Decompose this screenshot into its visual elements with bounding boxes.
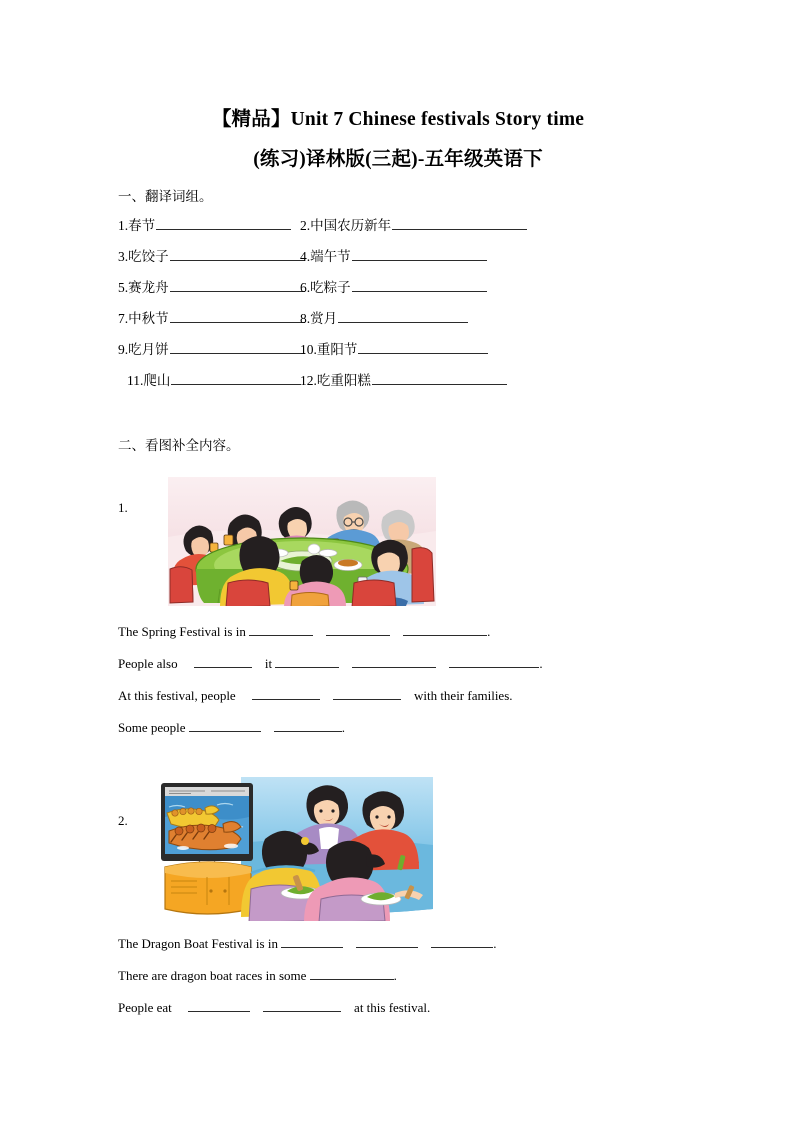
translation-item bbox=[300, 370, 507, 392]
sentence-text: Some people bbox=[118, 720, 189, 735]
sentence-text: . bbox=[487, 624, 491, 639]
answer-blank[interactable] bbox=[275, 654, 339, 668]
translation-item-label: 6.吃粽子 bbox=[300, 280, 351, 295]
sentence-text: . bbox=[493, 936, 497, 951]
sentence-text: The Spring Festival is in bbox=[118, 624, 250, 639]
translation-item bbox=[300, 339, 488, 361]
fill-in-sentence bbox=[118, 718, 638, 750]
sentence-text: at this festival. bbox=[354, 1000, 431, 1015]
translation-row bbox=[118, 246, 578, 277]
sentence-text: At this festival, people bbox=[118, 688, 239, 703]
answer-blank[interactable] bbox=[403, 622, 487, 636]
exercise-1-sentences bbox=[118, 622, 638, 750]
answer-blank[interactable] bbox=[326, 622, 390, 636]
translation-item-label: 8.赏月 bbox=[300, 311, 338, 326]
translation-item bbox=[300, 215, 527, 237]
answer-blank[interactable] bbox=[352, 246, 487, 261]
translation-exercise-list bbox=[118, 215, 578, 401]
translation-item-label: 7.中秋节 bbox=[118, 311, 169, 326]
answer-blank[interactable] bbox=[189, 718, 261, 732]
translation-item bbox=[127, 370, 301, 392]
answer-blank[interactable] bbox=[263, 998, 341, 1012]
translation-item-label: 10.重阳节 bbox=[300, 342, 358, 357]
fill-in-sentence bbox=[118, 686, 638, 718]
translation-row bbox=[118, 215, 578, 246]
translation-item bbox=[300, 277, 487, 299]
answer-blank[interactable] bbox=[372, 370, 507, 385]
translation-item-label: 11.爬山 bbox=[127, 373, 171, 388]
translation-row bbox=[118, 277, 578, 308]
translation-item-label: 4.端午节 bbox=[300, 249, 351, 264]
translation-item-label: 12.吃重阳糕 bbox=[300, 373, 371, 388]
answer-blank[interactable] bbox=[449, 654, 539, 668]
translation-item-label: 9.吃月饼 bbox=[118, 342, 169, 357]
answer-blank[interactable] bbox=[392, 215, 527, 230]
translation-item bbox=[300, 246, 487, 268]
answer-blank[interactable] bbox=[252, 686, 320, 700]
answer-blank[interactable] bbox=[170, 339, 305, 354]
answer-blank[interactable] bbox=[352, 277, 487, 292]
translation-row bbox=[118, 339, 578, 370]
answer-blank[interactable] bbox=[333, 686, 401, 700]
fill-in-sentence bbox=[118, 934, 638, 966]
translation-row bbox=[118, 370, 578, 401]
exercise-2-sentences bbox=[118, 934, 638, 1030]
dragon-boat-tv-illustration bbox=[155, 777, 433, 921]
fill-in-sentence bbox=[118, 622, 638, 654]
answer-blank[interactable] bbox=[356, 934, 418, 948]
fill-in-sentence bbox=[118, 966, 638, 998]
page-title bbox=[113, 100, 683, 180]
translation-item bbox=[300, 308, 468, 330]
answer-blank[interactable] bbox=[170, 277, 305, 292]
translation-item bbox=[118, 246, 305, 268]
answer-blank[interactable] bbox=[338, 308, 468, 323]
translation-item bbox=[118, 215, 291, 237]
sentence-text: . bbox=[341, 720, 346, 735]
answer-blank[interactable] bbox=[170, 308, 305, 323]
title-line-2: (练习)译林版(三起)-五年级英语下 bbox=[253, 149, 543, 170]
translation-item bbox=[118, 339, 305, 361]
answer-blank[interactable] bbox=[281, 934, 343, 948]
answer-blank[interactable] bbox=[274, 718, 342, 732]
sentence-text: People also bbox=[118, 656, 181, 671]
dragon-boat-tv-image bbox=[155, 777, 433, 921]
sentence-text: . bbox=[539, 656, 543, 671]
reunion-dinner-illustration bbox=[168, 477, 436, 606]
exercise-number-1: 1. bbox=[118, 500, 128, 515]
section-two-heading: 二、看图补全内容。 bbox=[118, 438, 240, 453]
title-line-1: 【精品】Unit 7 Chinese festivals Story time bbox=[211, 109, 585, 130]
sentence-text: . bbox=[393, 968, 397, 983]
reunion-dinner-image bbox=[168, 477, 436, 606]
answer-blank[interactable] bbox=[431, 934, 493, 948]
translation-item-label: 3.吃饺子 bbox=[118, 249, 169, 264]
answer-blank[interactable] bbox=[188, 998, 250, 1012]
answer-blank[interactable] bbox=[171, 370, 301, 385]
answer-blank[interactable] bbox=[352, 654, 436, 668]
fill-in-sentence bbox=[118, 998, 638, 1030]
sentence-text: it bbox=[264, 656, 276, 671]
translation-item-label: 2.中国农历新年 bbox=[300, 218, 392, 233]
answer-blank[interactable] bbox=[194, 654, 252, 668]
sentence-text: There are dragon boat races in some bbox=[118, 968, 310, 983]
translation-item-label: 5.赛龙舟 bbox=[118, 280, 169, 295]
translation-item bbox=[118, 277, 305, 299]
exercise-number-2: 2. bbox=[118, 813, 128, 828]
fill-in-sentence bbox=[118, 654, 638, 686]
translation-item bbox=[118, 308, 305, 330]
answer-blank[interactable] bbox=[310, 966, 394, 980]
sentence-text: People eat bbox=[118, 1000, 176, 1015]
sentence-text: The Dragon Boat Festival is in bbox=[118, 936, 282, 951]
answer-blank[interactable] bbox=[170, 246, 305, 261]
section-one-heading: 一、翻译词组。 bbox=[118, 189, 213, 204]
sentence-text: with their families. bbox=[413, 688, 513, 703]
answer-blank[interactable] bbox=[249, 622, 313, 636]
answer-blank[interactable] bbox=[358, 339, 488, 354]
translation-item-label: 1.春节 bbox=[118, 218, 156, 233]
answer-blank[interactable] bbox=[156, 215, 291, 230]
translation-row bbox=[118, 308, 578, 339]
